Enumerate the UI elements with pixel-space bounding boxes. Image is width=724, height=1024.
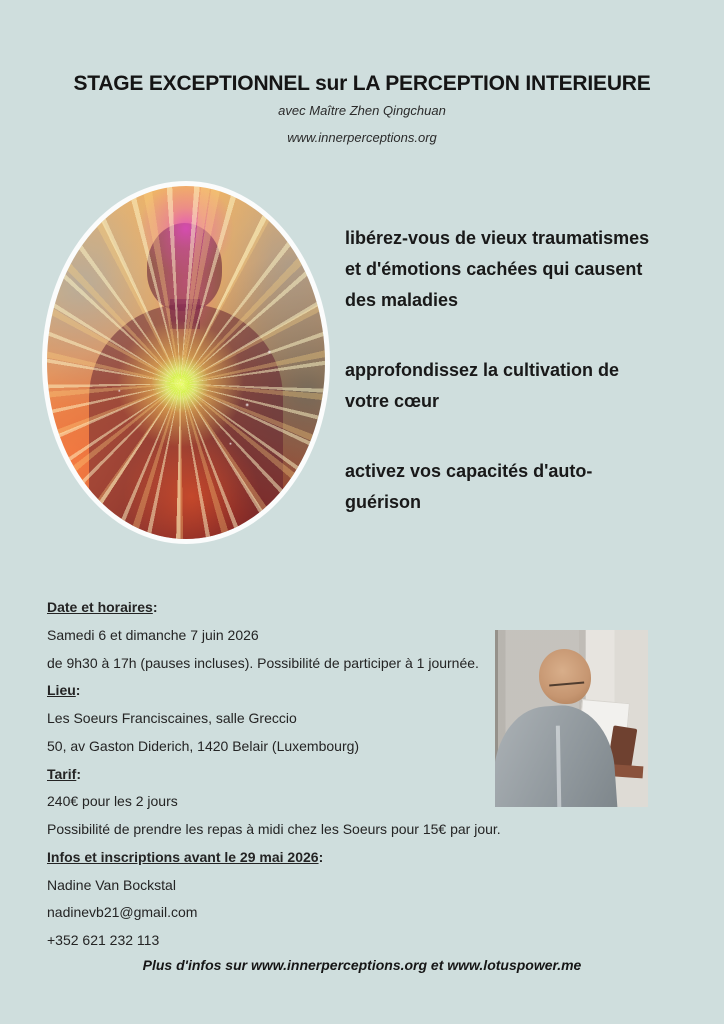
section-heading-date: Date et horaires: [47, 599, 158, 615]
website-url: www.innerperceptions.org [287, 130, 437, 145]
benefit-line: activez vos capacités d'auto- [345, 461, 593, 481]
benefit-line: et d'émotions cachées qui causent [345, 259, 643, 279]
benefit-item-2 [345, 355, 700, 417]
benefit-line: des maladies [345, 290, 459, 310]
section-heading-infos: Infos et inscriptions avant le 29 mai 2026: [47, 848, 324, 865]
section-heading-lieu: Lieu: [47, 682, 81, 699]
detail-line-date-2: de 9h30 à 17h (pauses incluses). Possibilité de participer à 1 journée. [47, 654, 479, 671]
detail-line-tarif-1: 240€ pour les 2 jours [47, 793, 178, 810]
benefit-line: guérison [345, 492, 422, 512]
subtitle-teacher: avec Maître Zhen Qingchuan [278, 103, 446, 118]
contact-phone: +352 621 232 113 [47, 932, 160, 948]
detail-line-lieu-2: 50, av Gaston Diderich, 1420 Belair (Luxembourg) [47, 737, 360, 754]
page-title: STAGE EXCEPTIONNEL sur LA PERCEPTION INTERIEURE [73, 72, 651, 95]
benefits-list [345, 223, 700, 557]
section-heading-tarif: Tarif: [47, 765, 81, 782]
detail-line-date-1: Samedi 6 et dimanche 7 juin 2026 [47, 626, 259, 643]
detail-line-tarif-2: Possibilité de prendre les repas à midi chez les Soeurs pour 15€ par jour. [47, 821, 501, 837]
benefit-item-1 [345, 223, 700, 316]
meditation-aura-image [42, 181, 330, 544]
contact-name: Nadine Van Bockstal [47, 876, 176, 893]
benefit-line: libérez-vous de vieux traumatismes [345, 228, 650, 248]
teacher-photo [495, 630, 648, 807]
detail-line-lieu-1: Les Soeurs Franciscaines, salle Greccio [47, 710, 297, 726]
footer-note: Plus d'infos sur www.innerperceptions.org et www.lotuspower.me [142, 957, 582, 973]
contact-email: nadinevb21@gmail.com [47, 904, 198, 921]
benefit-item-3 [345, 456, 700, 518]
benefit-line: approfondissez la cultivation de [345, 360, 620, 380]
light-rays-overlay [47, 186, 325, 539]
benefit-line: votre cœur [345, 391, 440, 411]
